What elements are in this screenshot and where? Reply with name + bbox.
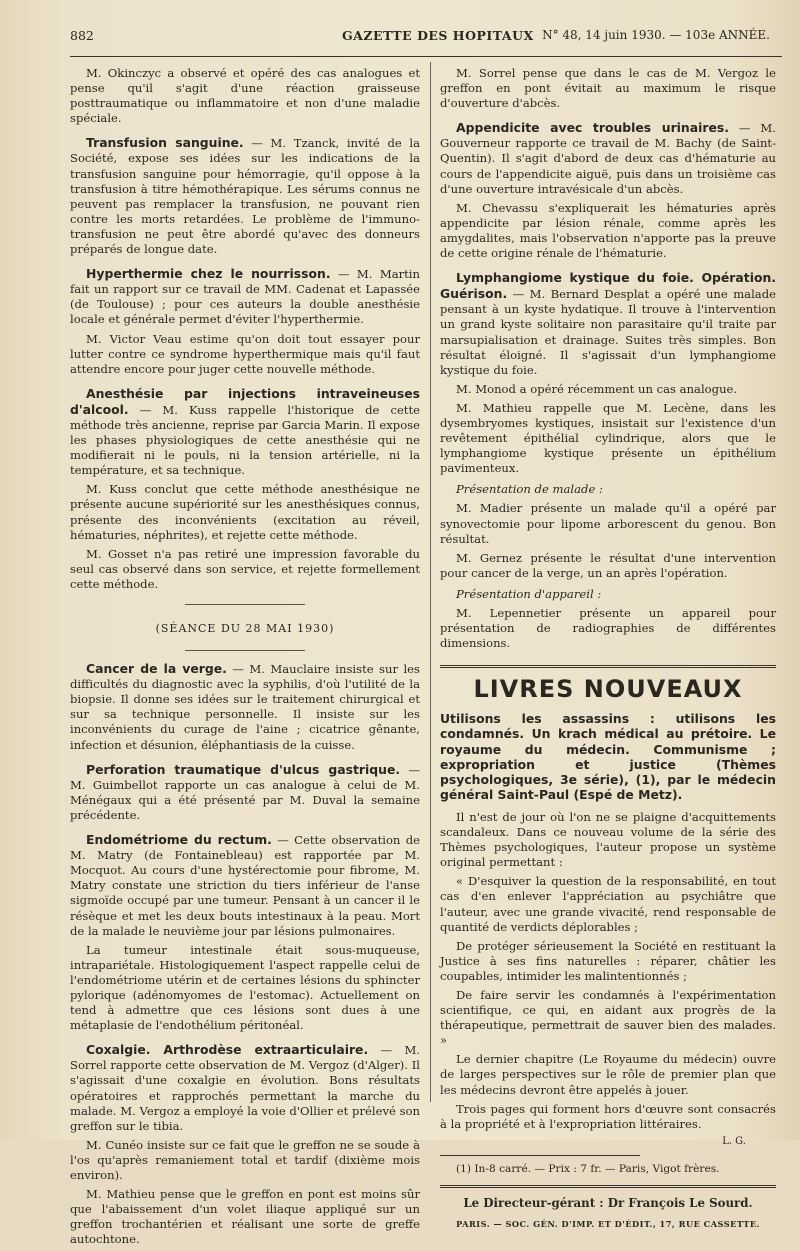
coxalgie-body: — M. Sorrel rapporte cette observation de M. Vergoz (d'Alger). Il s'agissait d'une coxalgie en évolution. Bons résultats opératoires et rapprochés permettant la marche du malade. M. Vergoz a employé la voie d'Ollier et prélevé son greffon sur le tibia. [70,1043,420,1133]
book-title: Utilisons les assassins : utilisons les condamnés. Un krach médical au prétoire. Le royaume du médecin. Communisme ; expropriation et justice (Thèmes psychologiques, 3e série), (1), par le médecin général Saint-Paul (Espé de Metz). [440,711,776,802]
endometriome-paragraph-2: La tumeur intestinale était sous-muqueuse, intrapariétale. Histologiquement l'aspect rappelle celui de l'endométriome utérin et de certaines lésions du sphincter pylorique (adénomyomes de l'estomac). Actuellement on tend à admettre que ces lésions sont dues à une métaplasie de l'endothélium péritonéal. [70,942,420,1033]
okinczyc-paragraph: M. Okinczyc a observé et opéré des cas analogues et pense qu'il s'agit d'une réaction graisseuse posttraumatique ou inflammatoire et non d'une maladie spéciale. [70,66,420,126]
lecene-paragraph: M. Mathieu rappelle que M. Lecène, dans les dysembryomes kystiques, insistait sur l'existence d'un revêtement épithélial cylindrique, alors que le lymphangiome kystique présente un épithélium pavimenteux. [440,400,776,476]
books-rule-top [440,665,776,668]
lymphangiome-body: — M. Bernard Desplat a opéré une malade pensant à un kyste hydatique. Il trouve à l'intervention un grand kyste solitaire non parasitaire qu'il traite par marsupialisation et drainage. Suites très simples. Bon résultat éloigné. Il s'agissait d'un lymphangiome kystique du foie. [440,287,776,377]
review-paragraph-1: Il n'est de jour où l'on ne se plaigne d'acquittements scandaleux. Dans ce nouveau volume de la série des Thèmes psychologiques, l'auteur propose un système original permettant : [440,809,776,870]
cuneo-paragraph: M. Cunéo insiste sur ce fait que le greffon ne se soude à l'os qu'après remaniement total et tardif (dixième mois environ). [70,1137,420,1182]
review-quote-1: « D'esquiver la question de la responsabilité, en tout cas d'en enlever l'appréciation au psychiâtre que l'auteur, avec une grande vivacité, rend responsable de quantité de verdicts déplorables ; [440,874,776,934]
appendicite-article [440,120,776,196]
review-quote-3: De faire servir les condamnés à l'expérimentation scientifique, ce qui, en aidant aux progrès de la thérapeutique, permettrait de sauver bien des malades. » [440,987,776,1048]
mathieu-paragraph: M. Mathieu pense que le greffon en pont est moins sûr que l'abaissement d'un volet iliaque appliqué sur un greffon trochantérien et réalisant une sorte de greffe autochtone. [70,1187,420,1247]
lepennetier-paragraph: M. Lepennetier présente un appareil pour présentation de radiographies de différentes dimensions. [440,606,776,651]
running-head [70,28,780,50]
monod-paragraph: M. Monod a opéré récemment un cas analogue. [456,381,738,396]
rubric-appareil: Présentation d'appareil : [456,586,602,601]
review-quote-2: De protéger sérieusement la Société en restituant la Justice à ses fins naturelles : réparer, châtier les coupables, intimider les malintentionnés ; [440,938,776,983]
review-signature: L. G. [722,1135,746,1147]
gerant-line: Le Directeur-gérant : Dr François Le Sourd. [463,1196,753,1210]
review-paragraph-3: Trois pages qui forment hors d'œuvre sont consacrés à la propriété et à l'expropriation littéraires. [440,1101,776,1131]
kuss-paragraph: M. Kuss conclut que cette méthode anesthésique ne présente aucune supériorité sur les anesthésiques connus, présente des inconvénients (excitation au réveil, hématuries, néphrites), et rejette cette méthode. [70,482,420,542]
header-rule [70,56,782,57]
footnote-rule [440,1155,640,1156]
appendicite-heading: Appendicite avec troubles urinaires. [456,120,729,136]
right-column [440,66,776,1236]
issue-line: N° 48, 14 juin 1930. — 103e ANNÉE. [542,28,770,42]
section-title-livres: LIVRES NOUVEAUX [473,675,743,704]
perforation-body: — M. Guimbellot rapporte un cas analogue à celui de M. Ménégaux qui a été présenté par M. Duval la semaine précédente. [70,762,420,822]
chevassu-paragraph: M. Chevassu s'expliquerait les hématuries après appendicite par lésion rénale, comme après les amygdalites, mais l'observation n'apporte pas la preuve de cette origine rénale de l'hématurie. [440,200,776,261]
perforation-heading: Perforation traumatique d'ulcus gastrique. [86,761,401,777]
madier-paragraph: M. Madier présente un malade qu'il a opéré par synovectomie pour lipome arborescent du genou. Bon résultat. [440,501,776,546]
column-separator [430,62,431,1102]
imprint-line: PARIS. — SOC. GÉN. D'IMP. ET D'ÉDIT., 17, RUE CASSETTE. [456,1219,760,1230]
sorrel-paragraph: M. Sorrel pense que dans le cas de M. Vergoz le greffon en pont évitait au maximum le risque d'ouverture d'abcès. [440,66,776,111]
review-paragraph-2: Le dernier chapitre (Le Royaume du médecin) ouvre de larges perspectives sur le rôle de premier plan que les médecins devront être appelés à jouer. [440,1052,776,1097]
gosset-paragraph: M. Gosset n'a pas retiré une impression favorable du seul cas observé dans son service, et rejette formellement cette méthode. [70,546,420,591]
gerant-rule [440,1185,776,1188]
coxalgie-heading: Coxalgie. Arthrodèse extraarticulaire. [86,1042,369,1058]
endometriome-article [70,832,420,939]
anesthesie-article [70,386,420,479]
transfusion-body: — M. Tzanck, invité de la Société, expose ses idées sur les indications de la transfusion sanguine pour hémorragie, qu'il oppose à la transfusion à titre hémothérapique. Les sérums connus ne peuvent pas remplacer la transfusion, ne pouvant rien contre les morts retardées. Le problème de l'immuno-transfusion ne peut être abordé qu'avec des donneurs préparés de longue date. [70,136,420,257]
cancer-heading: Cancer de la verge. [86,661,227,677]
hyperthermie-article [70,266,420,327]
anesthesie-heading: Anesthésie par injections intraveineuses d'alcool. [70,385,420,417]
hyperthermie-body: — M. Martin fait un rapport sur ce travail de MM. Cadenat et Lapassée (de Toulouse) ; pour ces auteurs la double anesthésie locale et générale permet d'éviter l'hyperthermie. [70,267,420,327]
lymphangiome-article [440,270,776,378]
coxalgie-article [70,1042,420,1134]
rubric-malade: Présentation de malade : [456,482,603,497]
hyperthermie-heading: Hyperthermie chez le nourrisson. [86,266,331,282]
transfusion-article [70,135,420,257]
lymphangiome-heading: Lymphangiome kystique du foie. Opération. Guérison. [440,270,776,302]
left-column [70,66,420,1251]
footnote: (1) In-8 carré. — Prix : 7 fr. — Paris, Vigot frères. [456,1162,720,1175]
section-rule-2 [185,650,305,651]
anesthesie-body: — M. Kuss rappelle l'historique de cette méthode très ancienne, reprise par Garcia Marin. Il expose les phases physiologiques de cette anesthésie qui ne modifierait ni le pouls, ni la tension artérielle, ni la température, et sa technique. [70,402,420,478]
gernez-paragraph: M. Gernez présente le résultat d'une intervention pour cancer de la verge, un an après l'opération. [440,550,776,580]
perforation-article [70,762,420,823]
endometriome-heading: Endométriome du rectum. [86,832,272,848]
transfusion-heading: Transfusion sanguine. [86,135,244,151]
page-number: 882 [70,28,94,43]
veau-paragraph: M. Victor Veau estime qu'on doit tout essayer pour lutter contre ce syndrome hyperthermique mais qu'il faut attendre encore pour juger cette nouvelle méthode. [70,331,420,376]
session-date: (SÉANCE DU 28 MAI 1930) [155,622,335,635]
journal-title: GAZETTE DES HOPITAUX [342,28,534,43]
section-rule [185,604,305,605]
cancer-article [70,661,420,753]
appendicite-body: — M. Gouverneur rapporte ce travail de M. Bachy (de Saint-Quentin). Il s'agit d'abord de deux cas d'hématurie au cours de l'appendicite aiguë, puis dans un troisième cas d'une ouverture intravésicale d'un abcès. [440,121,776,196]
endometriome-body: — Cette observation de M. Matry (de Fontainebleau) est rapportée par M. Mocquot. Au cours d'une hystérectomie pour fibrome, M. Matry constate une striction du tiers inférieur de l'anse sigmoïde occupé par une tumeur. Pensant à un cancer il le résèque et met les deux bouts intestinaux à la peau. Mort de la malade le neuvième jour par lésions pulmonaires. [70,833,420,938]
cancer-body: — M. Mauclaire insiste sur les difficultés du diagnostic avec la syphilis, d'où l'utilité de la biopsie. Il donne ses idées sur le traitement chirurgical et sur sa technique personnelle. Il insiste sur les inconvénients du curage de l'aine ; cicatrice gênante, infection et désunion, éléphantiasis de la cuisse. [70,662,420,752]
